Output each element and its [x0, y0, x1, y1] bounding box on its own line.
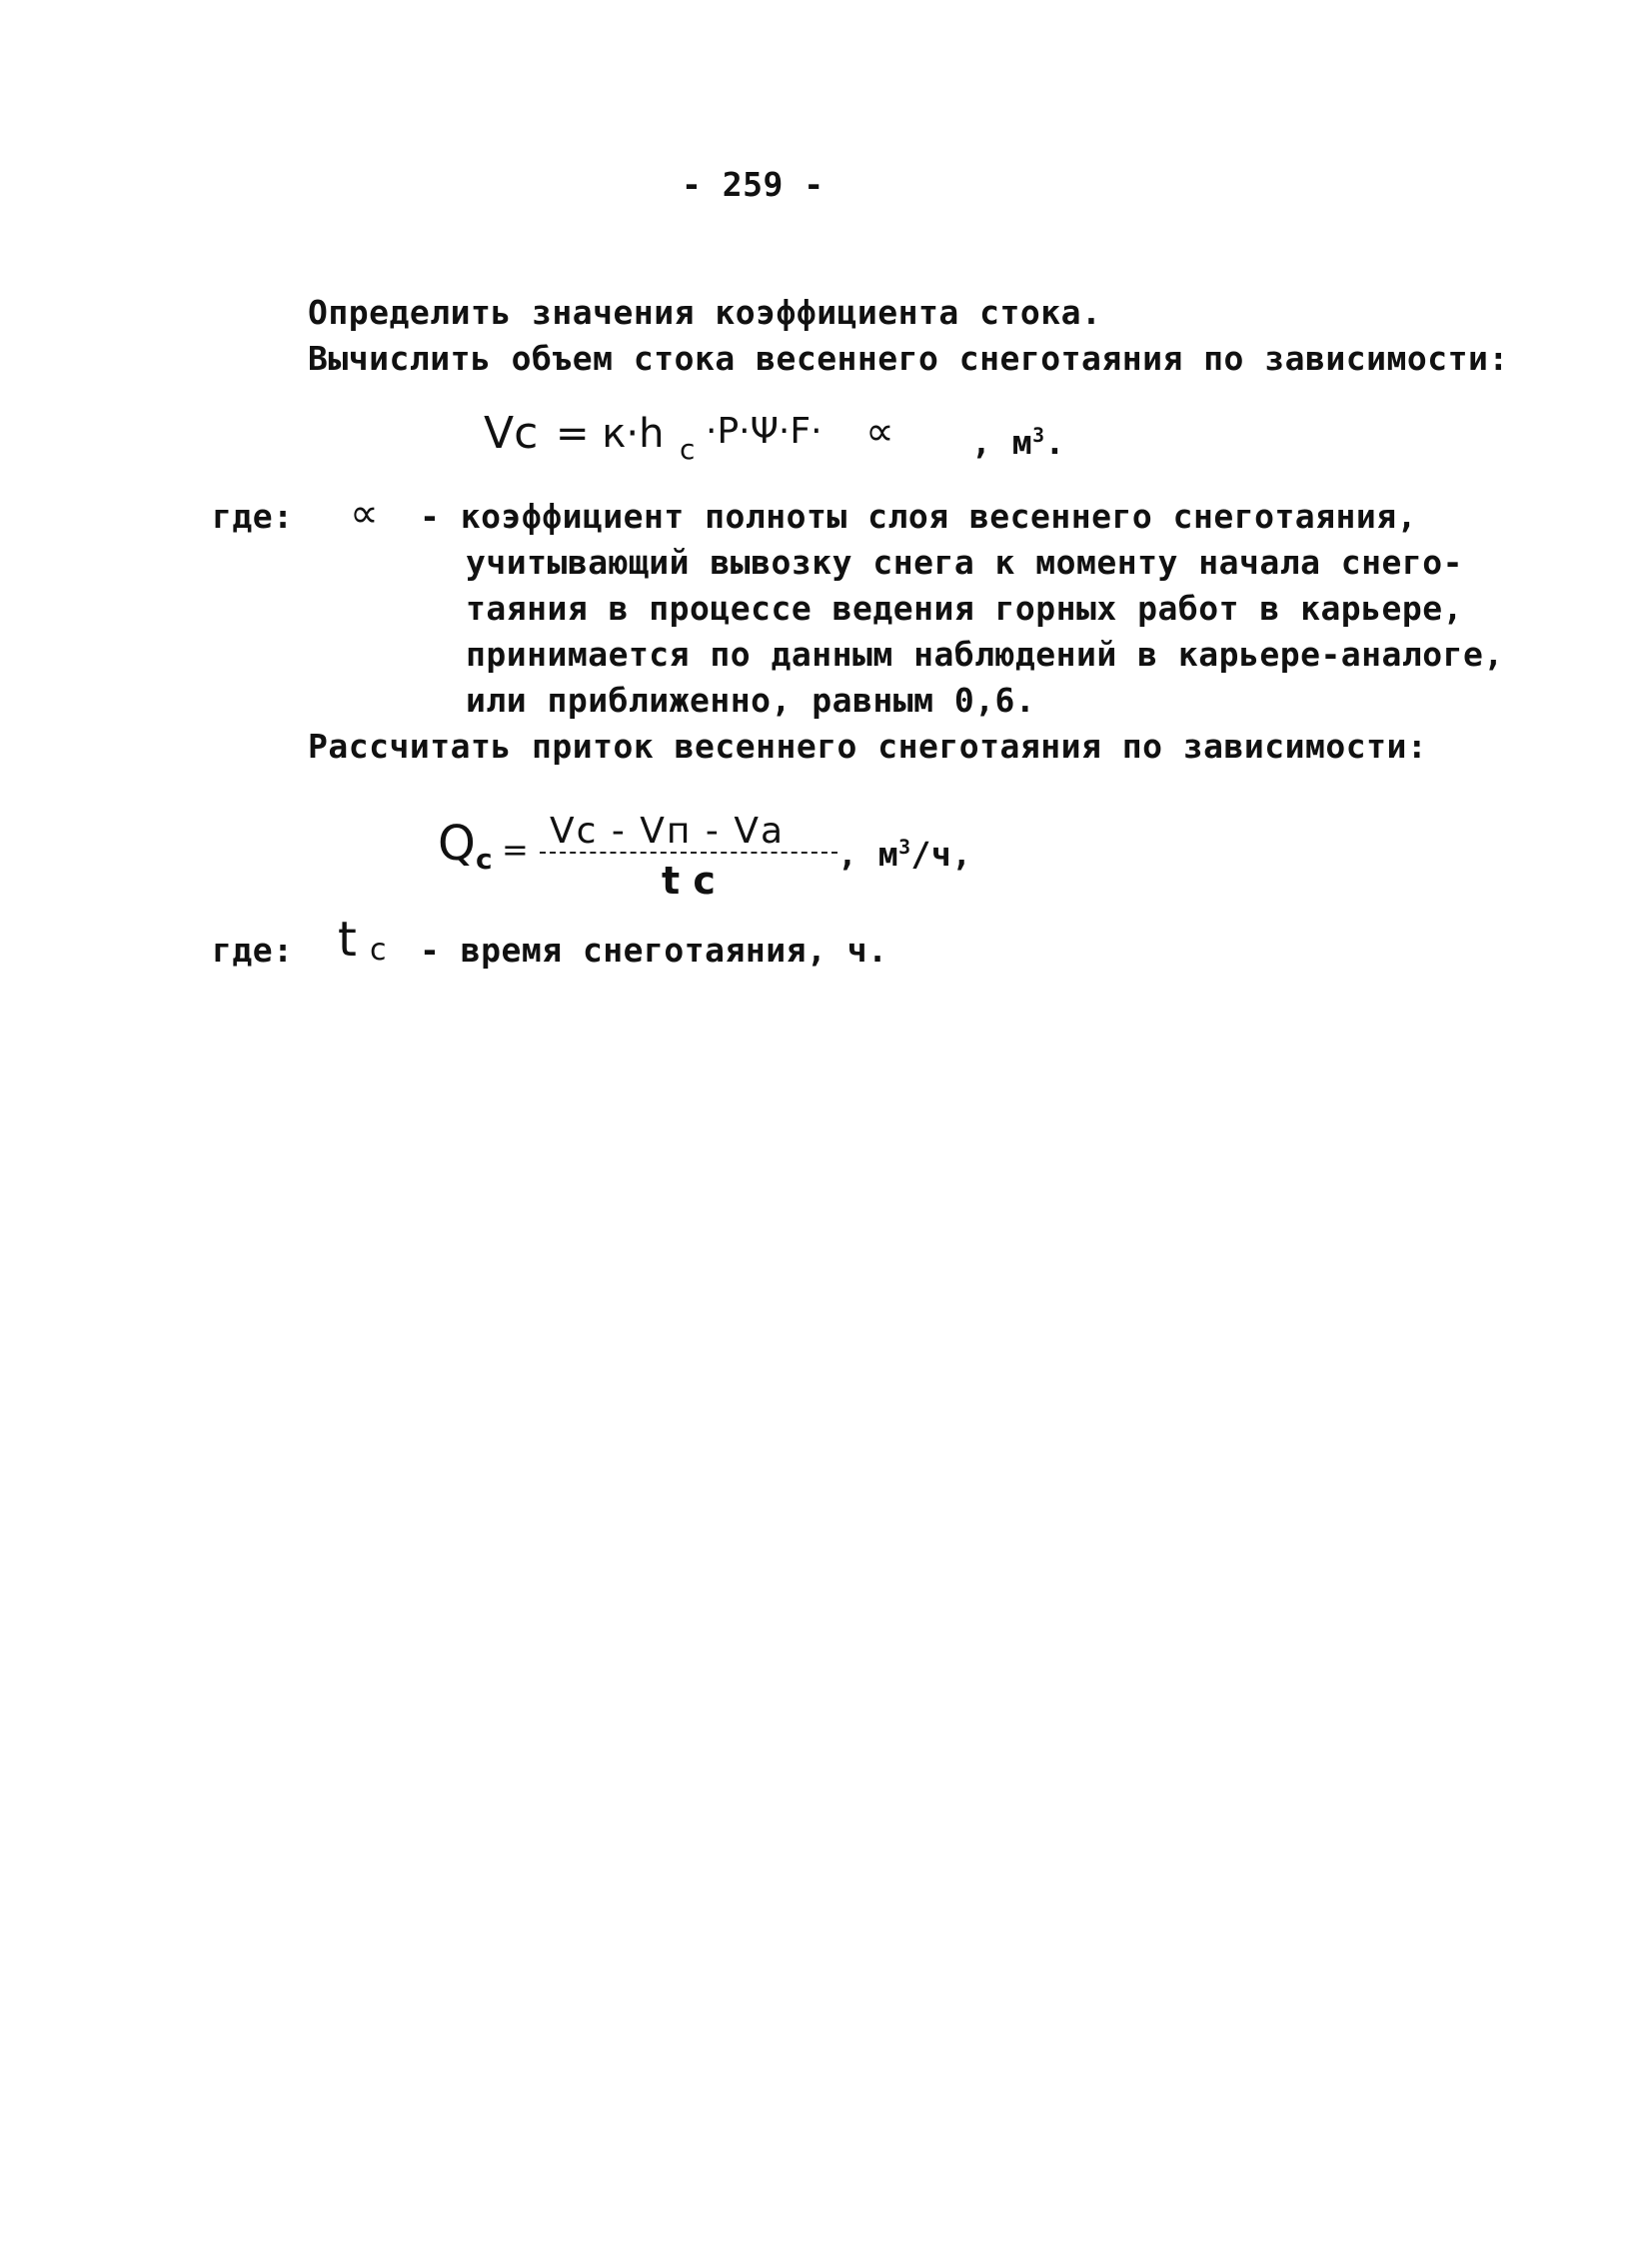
def1-line-3: таяния в процессе ведения горных работ в карьере, — [466, 589, 1464, 628]
formula2-unit-end: /ч, — [910, 835, 972, 874]
alpha-symbol: ∝ — [350, 491, 379, 537]
formula2-equals: = — [502, 831, 529, 869]
formula2-unit-text: , м — [837, 835, 899, 874]
formula2-unit — [837, 835, 972, 874]
page-number: - 259 - — [682, 165, 825, 204]
paragraph-calc-inflow: Рассчитать приток весеннего снеготаяния по зависимости: — [308, 727, 1428, 766]
def1-line-5: или приближенно, равным 0,6. — [466, 681, 1036, 720]
paragraph-determine-coefficient: Определить значения коэффициента стока. — [308, 293, 1102, 332]
def1-line-2: учитывающий вывозку снега к моменту начала снего- — [466, 543, 1464, 582]
formula2-numerator: Vc - Vп - Vа — [550, 811, 786, 852]
def1-line-4: принимается по данным наблюдений в карьере-аналоге, — [466, 635, 1504, 674]
formula2-lhs-subscript: c — [476, 843, 493, 876]
formula2-lhs: Q — [438, 816, 476, 872]
formula1-unit-end: . — [1044, 423, 1065, 462]
formula1-rhs: = к·h — [556, 411, 665, 457]
formula1-unit — [971, 423, 1065, 462]
formula1-rest: ·Р·Ψ·F· — [706, 411, 823, 452]
def1-label: где: — [212, 497, 294, 536]
fraction-bar — [540, 852, 837, 854]
formula2-denominator: t c — [662, 859, 716, 903]
paragraph-calc-volume: Вычислить объем стока весеннего снеготаяния по зависимости: — [308, 339, 1509, 378]
alpha-symbol: ∝ — [865, 409, 894, 455]
def2-label: где: — [212, 931, 294, 970]
formula1-lhs: Vc — [484, 408, 539, 459]
formula2-unit-exponent: 3 — [898, 836, 911, 859]
formula1-unit-exponent: 3 — [1032, 424, 1045, 447]
formula1-subscript-c: c — [680, 433, 696, 466]
def2-text: - время снеготаяния, ч. — [420, 931, 888, 970]
formula1-unit-text: , м — [971, 423, 1033, 462]
time-symbol: t — [338, 912, 357, 968]
def1-line-1: - коэффициент полноты слоя весеннего снеготаяния, — [420, 497, 1418, 536]
time-symbol-subscript: c — [370, 933, 387, 968]
